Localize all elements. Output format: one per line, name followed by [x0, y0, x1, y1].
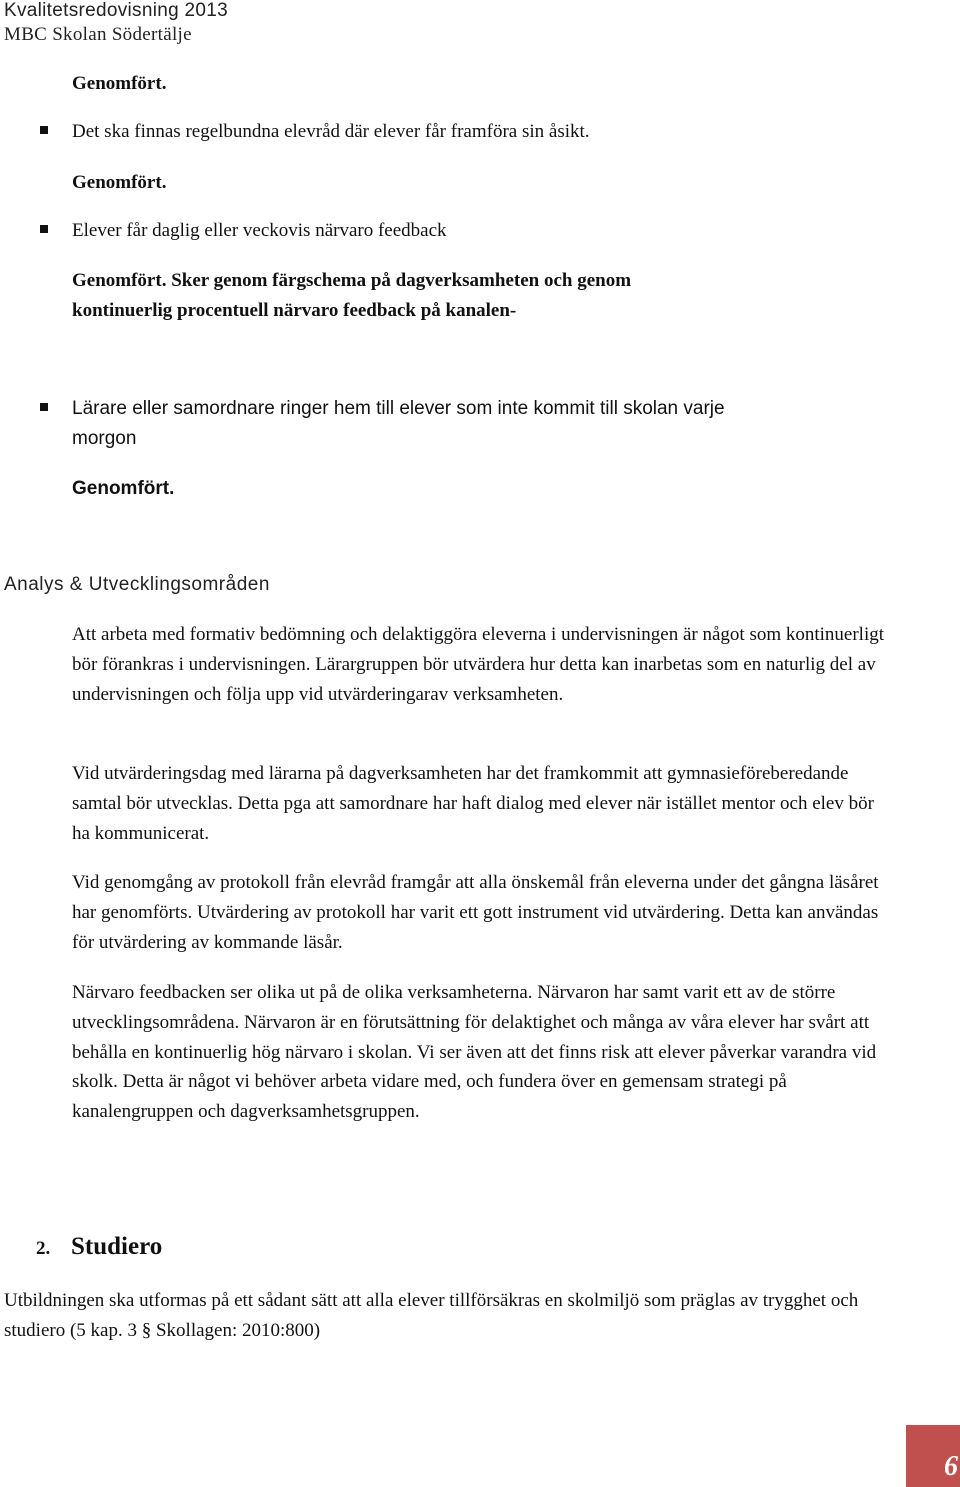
square-bullet-icon — [40, 403, 48, 411]
page-number-badge — [906, 1425, 960, 1487]
status-done-3-cont: kontinuerlig procentuell närvaro feedback på kanalen- — [72, 300, 517, 321]
square-bullet-icon — [40, 225, 48, 233]
section-title: Studiero — [71, 1233, 163, 1260]
bullet-item-1: Det ska finnas regelbundna elevråd där elever får framföra sin åsikt. — [72, 121, 590, 142]
section-number: 2. — [36, 1238, 51, 1259]
school-name: MBC Skolan Södertälje — [4, 24, 192, 45]
status-done-4: Genomfört. — [72, 478, 175, 499]
page-number: 6 — [944, 1451, 958, 1482]
status-done-1: Genomfört. — [72, 73, 167, 94]
analys-paragraph-2: Vid utvärderingsdag med lärarna på dagverksamheten har det framkommit att gymnasieföreberedande samtal bör utvecklas. Detta pga att samordnare har haft dialog med elever när istället mentor och elev bör ha kommunicerat. — [72, 763, 874, 844]
section-heading-analys: Analys & Utvecklingsområden — [4, 574, 270, 595]
section-paragraph: Utbildningen ska utformas på ett sådant sätt att alla elever tillförsäkras en skolmiljö som präglas av trygghet och studiero (5 kap. 3 § Skollagen: 2010:800) — [4, 1290, 859, 1341]
status-done-2: Genomfört. — [72, 172, 167, 193]
analys-paragraph-1: Att arbeta med formativ bedömning och delaktiggöra eleverna i undervisningen är något som kontinuerligt bör förankras i undervisningen. Lärargruppen bör utvärdera hur detta kan inarbetas som en naturlig del av undervisningen och följa upp vid utvärderingarav verksamheten. — [72, 624, 885, 705]
report-title: Kvalitetsredovisning 2013 — [4, 0, 229, 21]
bullet-item-2: Elever får daglig eller veckovis närvaro feedback — [72, 220, 447, 241]
bullet-item-3-cont: morgon — [72, 428, 137, 449]
bullet-item-3: Lärare eller samordnare ringer hem till elever som inte kommit till skolan varje — [72, 398, 725, 419]
square-bullet-icon — [40, 126, 48, 134]
analys-paragraph-4: Närvaro feedbacken ser olika ut på de olika verksamheterna. Närvaron har samt varit ett av de större utvecklingsområdena. Närvaron är en förutsättning för delaktighet och många av våra elever har svårt att behålla en kontinuerlig hög närvaro i skolan. Vi ser även att det finns risk att elever påverkar varandra vid skolk. Detta är något vi behöver arbeta vidare med, och fundera över en gemensam strategi på kanalengruppen och dagverksamhetsgruppen. — [72, 982, 877, 1123]
analys-paragraph-3: Vid genomgång av protokoll från elevråd framgår att alla önskemål från eleverna under det gångna läsåret har genomförts. Utvärdering av protokoll har varit ett gott instrument vid utvärdering. Detta kan användas för utvärdering av kommande läsår. — [72, 872, 879, 953]
status-done-3: Genomfört. Sker genom färgschema på dagverksamheten och genom — [72, 270, 632, 291]
